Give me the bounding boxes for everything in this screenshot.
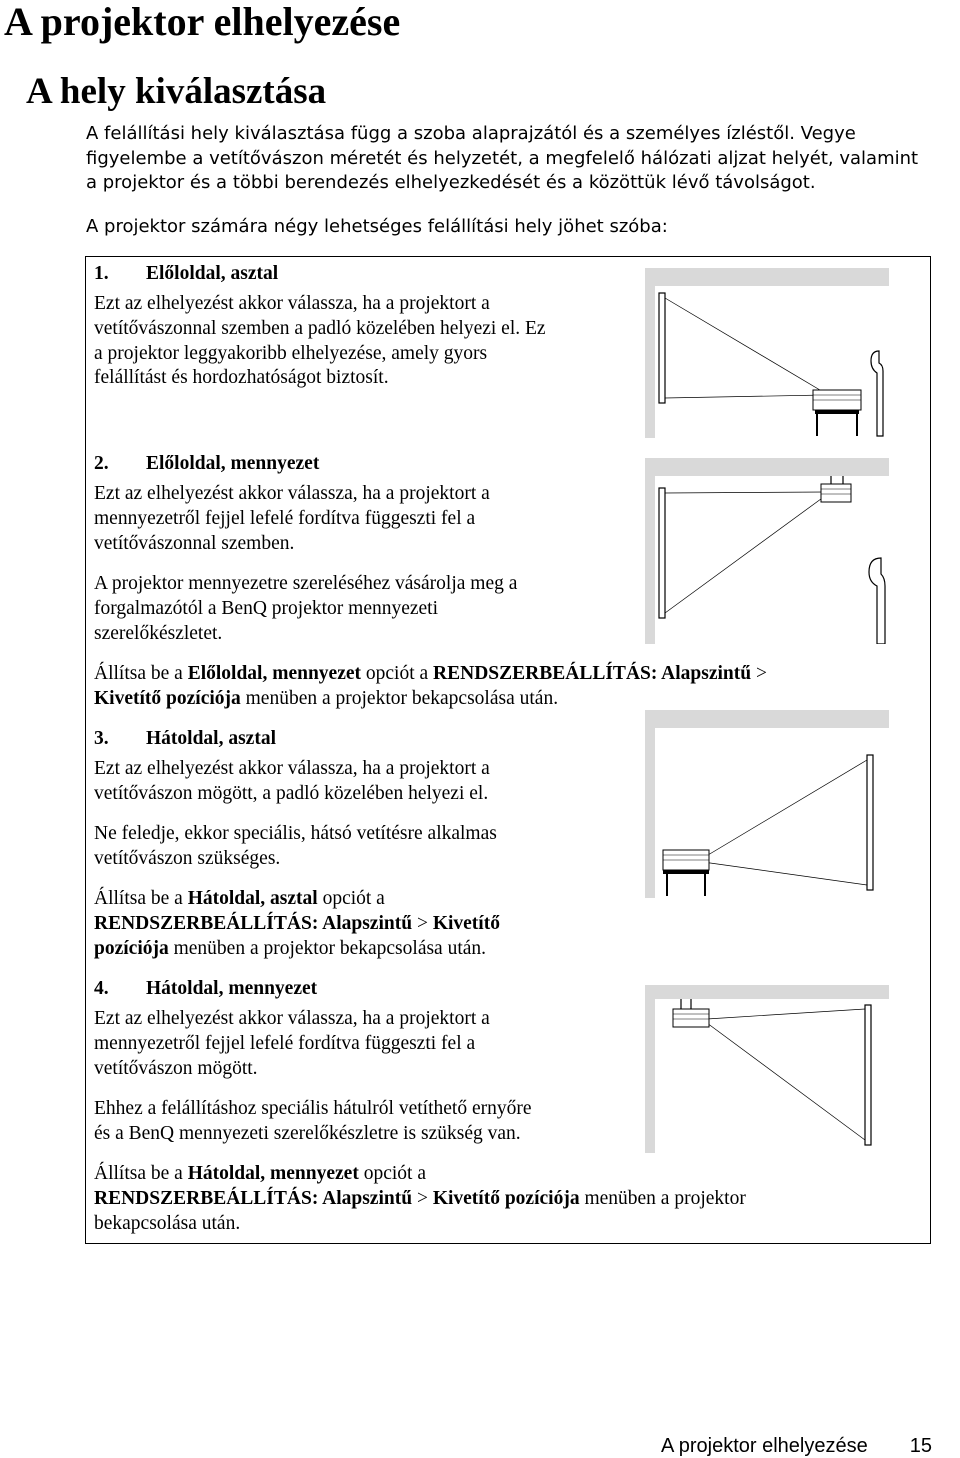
option-2-note: [94, 572, 517, 646]
rear-table-diagram: [645, 710, 891, 898]
note-line: és a BenQ mennyezeti szerelőkészletre is szükség van.: [94, 1122, 521, 1144]
rear-ceiling-diagram: [645, 985, 891, 1153]
note-line: vetítővászon szükséges.: [94, 847, 281, 869]
intro-paragraph: [86, 122, 946, 196]
option-number: 2.: [94, 453, 109, 474]
note-line: Ne feledje, ekkor speciális, hátsó vetítésre alkalmas: [94, 823, 497, 844]
screen: [659, 488, 665, 618]
instr-setting: Előloldal, mennyezet: [187, 663, 362, 684]
instr-text: >: [412, 912, 433, 934]
body-line: a projektor leggyakoribb elhelyezése, amely gyors: [94, 342, 488, 364]
instr-menu-item: pozíciója: [94, 937, 169, 959]
instr-menu-item: Kivetítő pozíciója: [432, 1187, 580, 1209]
option-2-heading: [94, 452, 319, 477]
instr-text: bekapcsolása után.: [94, 1212, 241, 1234]
body-line: Ezt az elhelyezést akkor válassza, ha a projektort a: [94, 293, 490, 314]
body-line: vetítővászonnal szemben.: [94, 532, 295, 554]
instr-menu-item: Kivetítő pozíciója: [94, 687, 241, 709]
screen: [659, 293, 665, 403]
body-line: Ezt az elhelyezést akkor válassza, ha a projektort a: [94, 758, 490, 779]
note-line: szerelőkészletet.: [94, 622, 223, 644]
intro-line: A felállítási hely kiválasztása függ a szoba alaprajzától és a személyes ízléstől. Vegye: [86, 123, 856, 144]
body-line: vetítővászon mögött, a padló közelében helyezi el.: [94, 782, 489, 804]
intro-line: figyelembe a vetítővászon méretét és helyzetét, a megfelelő hálózati aljzat helyét, valamint: [86, 147, 919, 169]
option-number: 1.: [94, 263, 109, 284]
projector: [673, 1009, 709, 1027]
instr-setting: Hátoldal, mennyezet: [187, 1163, 359, 1184]
option-3-note: [94, 822, 497, 872]
option-number: 3.: [94, 728, 109, 749]
instr-menu: RENDSZERBEÁLLÍTÁS: Alapszintű: [433, 663, 752, 684]
section-heading: A hely kiválasztása: [26, 71, 327, 112]
front-ceiling-diagram: [645, 458, 891, 644]
instr-text: >: [412, 1187, 433, 1209]
body-line: vetítővászon mögött.: [94, 1057, 258, 1079]
instr-text: menüben a projektor bekapcsolása után.: [240, 687, 559, 709]
instr-text: menüben a projektor: [579, 1187, 746, 1209]
instr-menu: RENDSZERBEÁLLÍTÁS: Alapszintű: [94, 912, 413, 934]
option-1-body: [94, 292, 546, 391]
body-line: Ezt az elhelyezést akkor válassza, ha a projektort a: [94, 483, 490, 504]
body-line: felállítást és hordozhatóságot biztosít.: [94, 367, 389, 389]
instr-text: opciót a: [358, 1163, 426, 1184]
table-top: [815, 410, 859, 414]
instr-text: menüben a projektor bekapcsolása után.: [168, 937, 487, 959]
option-4-instruction: [94, 1162, 746, 1236]
person: [871, 351, 883, 436]
option-number: 4.: [94, 978, 109, 999]
projector: [821, 484, 851, 502]
option-title: Előloldal, asztal: [146, 263, 279, 284]
screen: [865, 1005, 871, 1145]
instr-menu-item: Kivetítő: [432, 912, 500, 934]
instr-menu: RENDSZERBEÁLLÍTÁS: Alapszintű: [94, 1187, 413, 1209]
instr-text: >: [751, 663, 767, 684]
body-line: vetítővászonnal szemben a padló közelében helyezi el. Ez: [94, 317, 546, 339]
option-2-instruction: [94, 662, 767, 712]
option-2-body: [94, 482, 490, 556]
option-3-instruction: [94, 887, 500, 961]
option-title: Hátoldal, asztal: [146, 728, 276, 749]
body-line: mennyezetről fejjel lefelé fordítva függeszti fel a: [94, 507, 476, 529]
instr-setting: Hátoldal, asztal: [187, 888, 318, 909]
option-title: Előloldal, mennyezet: [146, 453, 320, 474]
option-1-heading: [94, 262, 278, 287]
table-top: [663, 870, 709, 874]
page-footer: [661, 1435, 932, 1458]
instr-text: Állítsa be a: [94, 1163, 188, 1184]
footer-label: A projektor elhelyezése: [660, 1435, 868, 1457]
body-line: mennyezetről fejjel lefelé fordítva függeszti fel a: [94, 1032, 476, 1054]
instr-text: Állítsa be a: [94, 888, 188, 909]
page-number: 15: [909, 1435, 932, 1457]
note-line: A projektor mennyezetre szereléséhez vásárolja meg a: [94, 573, 518, 594]
intro-options-text: A projektor számára négy lehetséges felállítási hely jöhet szóba:: [86, 216, 668, 237]
option-3-body: [94, 757, 490, 807]
body-line: Ezt az elhelyezést akkor válassza, ha a projektort a: [94, 1008, 490, 1029]
instr-text: Állítsa be a: [94, 663, 188, 684]
person: [869, 558, 885, 644]
instr-text: opciót a: [317, 888, 385, 909]
option-4-heading: [94, 977, 317, 1002]
screen: [867, 755, 873, 890]
page-title: A projektor elhelyezése: [4, 0, 401, 44]
intro-line: a projektor és a többi berendezés elhelyezkedését és a közöttük lévő távolságot.: [86, 172, 816, 193]
note-line: forgalmazótól a BenQ projektor mennyezeti: [94, 597, 439, 619]
instr-text: opciót a: [361, 663, 434, 684]
option-3-heading: [94, 727, 276, 752]
option-title: Hátoldal, mennyezet: [146, 978, 318, 999]
front-table-diagram: [645, 268, 891, 438]
option-4-note: [94, 1097, 532, 1147]
option-4-body: [94, 1007, 490, 1081]
note-line: Ehhez a felállításhoz speciális hátulról vetíthető ernyőre: [94, 1098, 532, 1119]
